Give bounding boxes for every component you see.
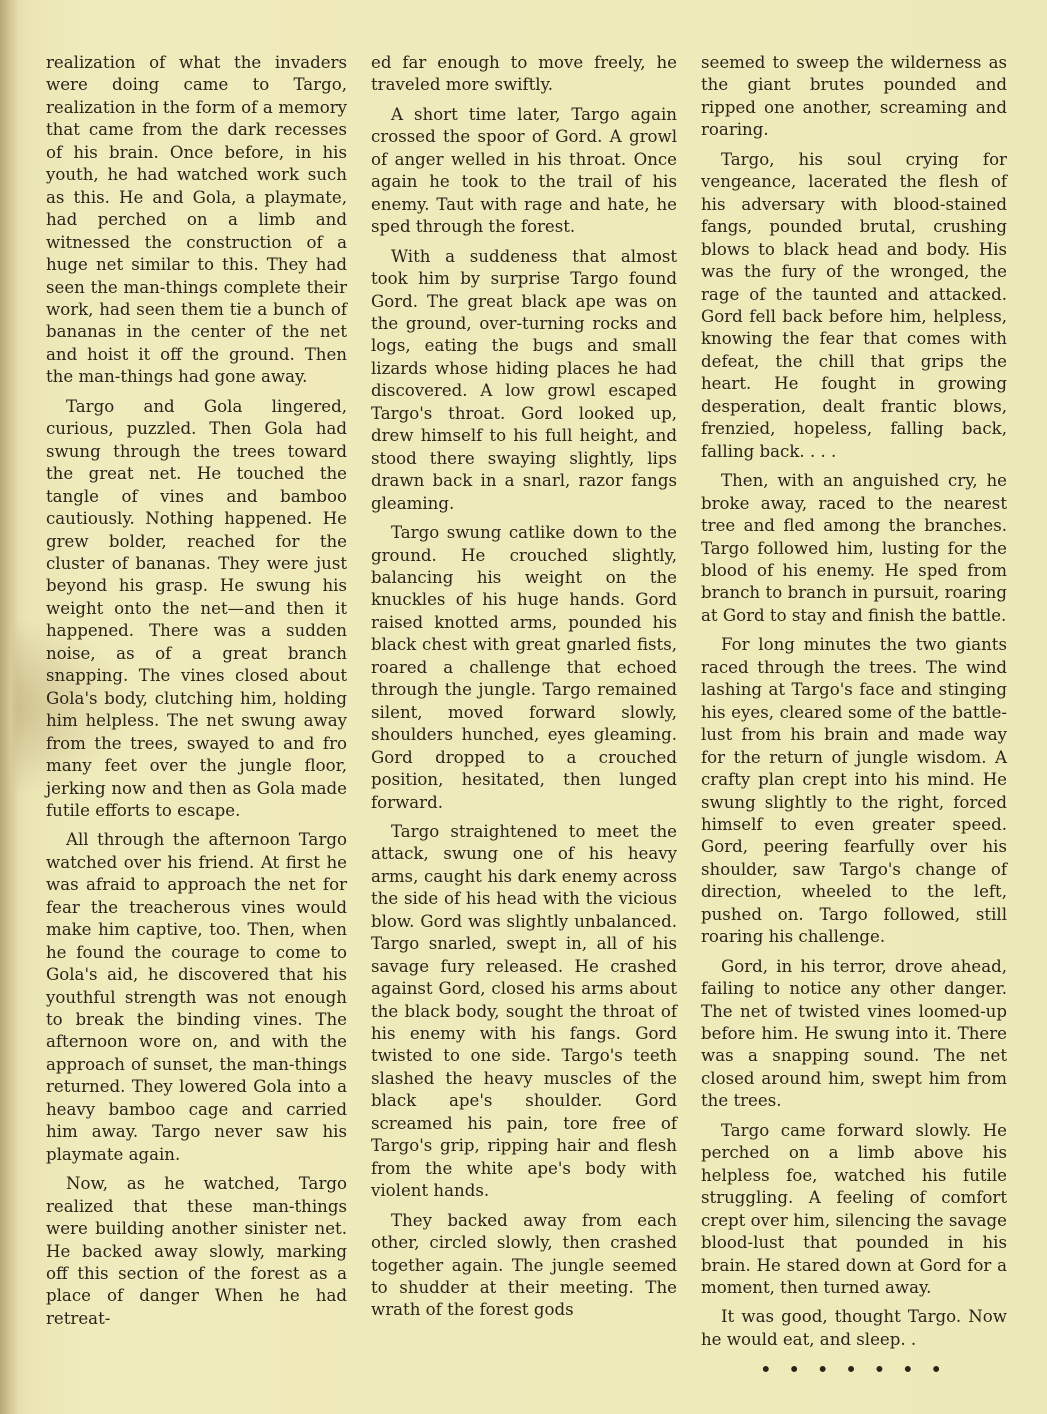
story-end-mark: • • • • • • • — [760, 1359, 948, 1380]
paragraph: Targo swung catlike down to the ground. He crouched slightly, balancing his weight on the knuckles of his huge hands. Gord raised knotted arms, pounded his black chest with great gnarled fists, roared a challenge that echoed through the jungle. Targo remained silent, moved forward slowly, shoulders hunched, eyes gleaming. Gord dropped to a crouched position, hesitated, then lunged forward. — [371, 523, 677, 812]
paragraph: For long minutes the two giants raced through the trees. The wind lashing at Targo's face and stinging his eyes, cleared some of the battle-lust from his brain and made way for the return of jungle wisdom. A crafty plan crept into his mind. He swung slightly to the right, forced himself to even greater speed. Gord, peering fearfully over his shoulder, saw Targo's change of direction, wheeled to the left, pushed on. Targo followed, still roaring his challenge. — [701, 635, 1007, 947]
paragraph: Targo came forward slowly. He perched on a limb above his helpless foe, watched his futile struggling. A feeling of comfort crept over him, silencing the savage blood-lust that pounded in his brain. He stared down at Gord for a moment, then turned away. — [701, 1120, 1007, 1298]
left-margin-edge — [0, 0, 18, 1414]
text-column-1 — [46, 52, 347, 1337]
paragraph: A short time later, Targo again crossed the spoor of Gord. A growl of anger welled in his throat. Once again he took to the trail of his enemy. Taut with rage and hate, he sped through the forest. — [371, 104, 677, 237]
paragraph: It was good, thought Targo. Now he would eat, and sleep. . — [701, 1307, 1007, 1349]
paragraph: They backed away from each other, circled slowly, then crashed together again. The jungle seemed to shudder at their meeting. The wrath of the forest gods — [371, 1210, 677, 1320]
text-column-2 — [371, 52, 677, 1329]
paragraph: ed far enough to move freely, he traveled more swiftly. — [371, 53, 677, 95]
paragraph: realization of what the invaders were doing came to Targo, realization in the form of a memory that came from the dark recesses of his brain. Once before, in his youth, he had watched work such as this. He and Gola, a playmate, had perched on a limb and witnessed the construction of a huge net similar to this. They had seen the man-things complete their work, had seen them tie a bunch of bananas in the center of the net and hoist it off the ground. Then the man-things had gone away. — [46, 53, 347, 387]
paragraph: seemed to sweep the wilderness as the giant brutes pounded and ripped one another, screaming and roaring. — [701, 53, 1007, 140]
paragraph: All through the afternoon Targo watched over his friend. At first he was afraid to approach the net for fear the treacherous vines would make him captive, too. Then, when he found the courage to come to Gola's aid, he discovered that his youthful strength was not enough to break the binding vines. The afternoon wore on, and with the approach of sunset, the man-things returned. They lowered Gola into a heavy bamboo cage and carried him away. Targo never saw his playmate again. — [46, 830, 347, 1164]
paragraph: Now, as he watched, Targo realized that these man-things were building another sinister net. He backed away slowly, marking off this section of the forest as a place of danger When he had retreat- — [46, 1174, 347, 1328]
paragraph: With a suddeness that almost took him by surprise Targo found Gord. The great black ape was on the ground, over-turning rocks and logs, eating the bugs and small lizards whose hiding places he had discovered. A low growl escaped Targo's throat. Gord looked up, drew himself to his full height, and stood there swaying slightly, lips drawn back in a snarl, razor fangs gleaming. — [371, 246, 677, 513]
paragraph: Targo straightened to meet the attack, swung one of his heavy arms, caught his dark enemy across the side of his head with the vicious blow. Gord was slightly unbalanced. Targo snarled, swept in, all of his savage fury released. He crashed against Gord, closed his arms about the black body, sought the throat of his enemy with his fangs. Gord twisted to one side. Targo's teeth slashed the heavy muscles of the black ape's shoulder. Gord screamed his pain, tore free of Targo's grip, ripping hair and flesh from the white ape's body with violent hands. — [371, 821, 677, 1201]
paragraph: Then, with an anguished cry, he broke away, raced to the nearest tree and fled among the branches. Targo followed him, lusting for the blood of his enemy. He sped from branch to branch in pursuit, roaring at Gord to stay and finish the battle. — [701, 471, 1007, 625]
paragraph: Targo, his soul crying for vengeance, lacerated the flesh of his adversary with blood-stained fangs, pounded brutal, crushing blows to black head and body. His was the fury of the wronged, the rage of the taunted and attacked. Gord fell back before him, helpless, knowing the fear that comes with defeat, the chill that grips the heart. He fought in growing desperation, dealt frantic blows, frenzied, hopeless, falling back, falling back. . . . — [701, 149, 1007, 461]
text-column-3 — [701, 52, 1007, 1381]
paragraph: Targo and Gola lingered, curious, puzzled. Then Gola had swung through the trees toward the great net. He touched the tangle of vines and bamboo cautiously. Nothing happened. He grew bolder, reached for the cluster of bananas. They were just beyond his grasp. He swung his weight onto the net—and then it happened. There was a sudden noise, as of a great branch snapping. The vines closed about Gola's body, clutching him, holding him helpless. The net swung away from the trees, swayed to and fro many feet over the jungle floor, jerking now and then as Gola made futile efforts to escape. — [46, 396, 347, 820]
paragraph: Gord, in his terror, drove ahead, failing to notice any other danger. The net of twisted vines loomed-up before him. He swung into it. There was a snapping sound. The net closed around him, swept him from the trees. — [701, 956, 1007, 1111]
